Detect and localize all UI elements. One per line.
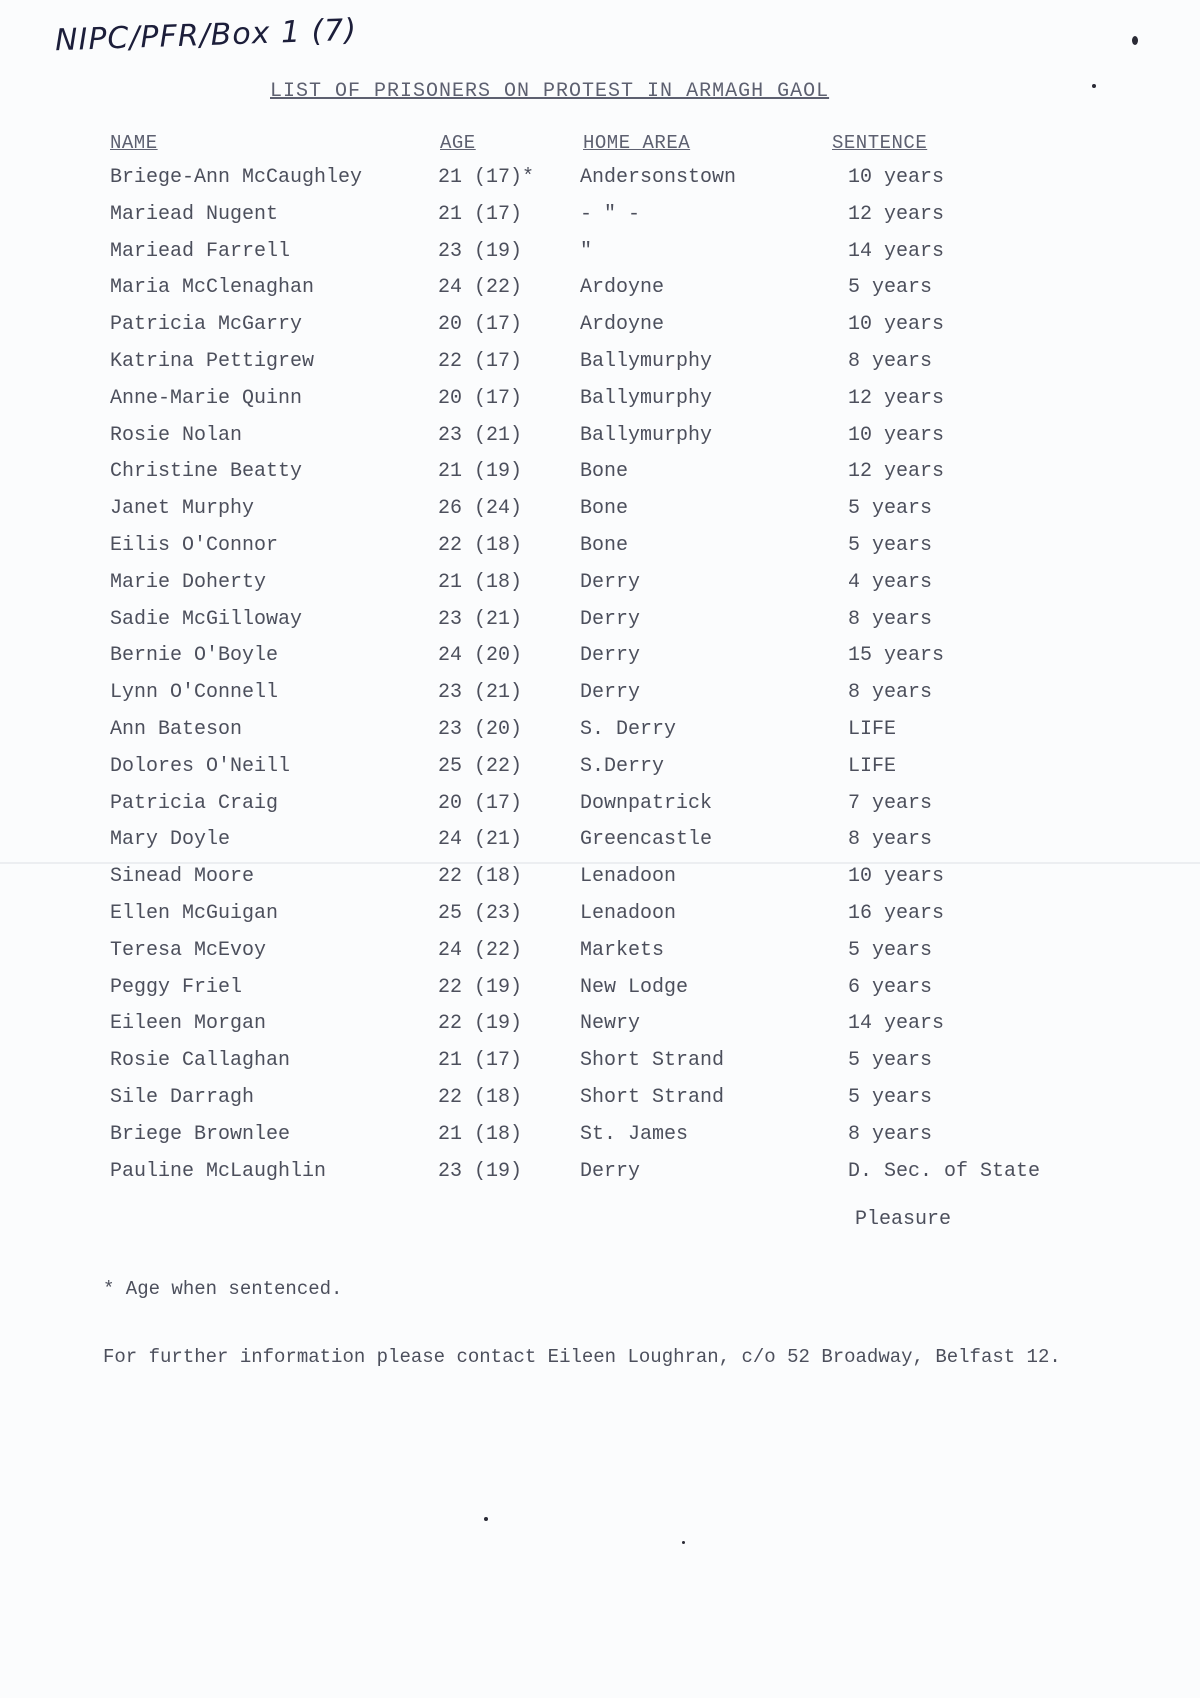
prisoner-name: Briege-Ann McCaughley	[110, 166, 363, 189]
prisoner-age: 24 (22)	[438, 938, 523, 962]
table-row	[0, 608, 1200, 645]
prisoner-age: 23 (20)	[438, 717, 523, 741]
prisoner-sentence: 5 years	[848, 1085, 933, 1109]
prisoner-home-area: - " -	[580, 202, 641, 226]
prisoner-name: Eilis O'Connor	[110, 533, 279, 557]
table-row	[0, 865, 1200, 902]
prisoner-name: Dolores O'Neill	[110, 754, 291, 778]
header-age: AGE	[440, 132, 476, 154]
document-title: LIST OF PRISONERS ON PROTEST IN ARMAGH GAOL	[270, 80, 830, 103]
prisoner-name: Lynn O'Connell	[110, 681, 279, 705]
prisoner-name: Bernie O'Boyle	[110, 644, 279, 668]
table-row	[0, 571, 1200, 608]
ink-speck	[682, 1541, 685, 1544]
prisoner-sentence: 16 years	[848, 901, 945, 925]
prisoner-age: 21 (17)	[438, 1049, 523, 1073]
prisoner-sentence: 8 years	[848, 349, 933, 373]
prisoner-home-area: Bone	[580, 497, 629, 521]
sentence-continuation: Pleasure	[855, 1208, 952, 1231]
prisoner-name: Rosie Nolan	[110, 423, 243, 447]
table-row	[0, 276, 1200, 313]
prisoner-sentence: 8 years	[848, 607, 933, 631]
prisoner-sentence: D. Sec. of State	[848, 1159, 1041, 1183]
table-row	[0, 792, 1200, 829]
prisoner-home-area: Newry	[580, 1012, 641, 1036]
prisoner-age: 22 (18)	[438, 1085, 523, 1109]
table-row	[0, 681, 1200, 718]
prisoner-list	[0, 166, 1200, 1196]
prisoner-name: Eileen Morgan	[110, 1012, 267, 1036]
table-row	[0, 497, 1200, 534]
prisoner-home-area: S.Derry	[580, 754, 665, 778]
table-row	[0, 313, 1200, 350]
prisoner-name: Patricia Craig	[110, 791, 279, 815]
prisoner-sentence: LIFE	[848, 754, 897, 778]
ink-speck	[484, 1517, 488, 1521]
prisoner-home-area: Ballymurphy	[580, 349, 713, 373]
prisoner-sentence: 7 years	[848, 791, 933, 815]
prisoner-name: Pauline McLaughlin	[110, 1159, 327, 1183]
prisoner-home-area: Ballymurphy	[580, 423, 713, 447]
prisoner-age: 25 (23)	[438, 901, 523, 925]
prisoner-age: 21 (18)	[438, 1122, 523, 1146]
prisoner-age: 23 (19)	[438, 239, 523, 263]
header-name: NAME	[110, 132, 158, 154]
prisoner-name: Mariead Nugent	[110, 202, 279, 226]
prisoner-home-area: Greencastle	[580, 828, 713, 852]
prisoner-name: Janet Murphy	[110, 497, 255, 521]
prisoner-sentence: 14 years	[848, 1012, 945, 1036]
prisoner-age: 22 (19)	[438, 1012, 523, 1036]
table-row	[0, 644, 1200, 681]
table-row	[0, 1123, 1200, 1160]
table-row	[0, 460, 1200, 497]
prisoner-home-area: New Lodge	[580, 975, 689, 999]
table-row	[0, 939, 1200, 976]
table-row	[0, 387, 1200, 424]
prisoner-name: Christine Beatty	[110, 460, 303, 484]
prisoner-sentence: 5 years	[848, 533, 933, 557]
table-row	[0, 828, 1200, 865]
prisoner-name: Ellen McGuigan	[110, 901, 279, 925]
prisoner-sentence: 14 years	[848, 239, 945, 263]
ink-speck	[1092, 84, 1096, 88]
prisoner-sentence: 15 years	[848, 644, 945, 668]
prisoner-name: Teresa McEvoy	[110, 938, 267, 962]
prisoner-age: 22 (18)	[438, 865, 523, 889]
prisoner-age: 24 (21)	[438, 828, 523, 852]
prisoner-sentence: 8 years	[848, 828, 933, 852]
table-row	[0, 534, 1200, 571]
prisoner-name: Sadie McGilloway	[110, 607, 303, 631]
prisoner-sentence: 4 years	[848, 570, 933, 594]
prisoner-name: Sinead Moore	[110, 865, 255, 889]
footnote: * Age when sentenced.	[103, 1278, 343, 1300]
prisoner-sentence: 5 years	[848, 1049, 933, 1073]
prisoner-age: 21 (19)	[438, 460, 523, 484]
prisoner-name: Ann Bateson	[110, 717, 243, 741]
prisoner-home-area: Downpatrick	[580, 791, 713, 815]
prisoner-home-area: Andersonstown	[580, 166, 737, 189]
ink-speck	[1132, 36, 1138, 45]
prisoner-home-area: Derry	[580, 1159, 641, 1183]
prisoner-age: 23 (19)	[438, 1159, 523, 1183]
table-row	[0, 424, 1200, 461]
prisoner-age: 24 (20)	[438, 644, 523, 668]
table-row	[0, 902, 1200, 939]
prisoner-age: 24 (22)	[438, 276, 523, 300]
prisoner-age: 22 (18)	[438, 533, 523, 557]
prisoner-home-area: Bone	[580, 533, 629, 557]
prisoner-home-area: Short Strand	[580, 1085, 725, 1109]
prisoner-sentence: 5 years	[848, 497, 933, 521]
prisoner-home-area: Ballymurphy	[580, 386, 713, 410]
prisoner-age: 22 (19)	[438, 975, 523, 999]
prisoner-name: Anne-Marie Quinn	[110, 386, 303, 410]
table-row	[0, 1086, 1200, 1123]
prisoner-age: 23 (21)	[438, 423, 523, 447]
table-row	[0, 166, 1200, 203]
prisoner-sentence: 10 years	[848, 166, 945, 189]
prisoner-sentence: 12 years	[848, 202, 945, 226]
prisoner-sentence: 10 years	[848, 865, 945, 889]
prisoner-sentence: 5 years	[848, 938, 933, 962]
table-row	[0, 203, 1200, 240]
table-row	[0, 718, 1200, 755]
prisoner-sentence: 6 years	[848, 975, 933, 999]
prisoner-home-area: "	[580, 239, 593, 263]
prisoner-age: 21 (17)	[438, 202, 523, 226]
prisoner-age: 25 (22)	[438, 754, 523, 778]
prisoner-name: Patricia McGarry	[110, 313, 303, 337]
prisoner-sentence: 8 years	[848, 1122, 933, 1146]
table-row	[0, 755, 1200, 792]
table-row	[0, 1012, 1200, 1049]
prisoner-name: Maria McClenaghan	[110, 276, 315, 300]
prisoner-age: 26 (24)	[438, 497, 523, 521]
prisoner-age: 23 (21)	[438, 681, 523, 705]
prisoner-name: Mary Doyle	[110, 828, 231, 852]
prisoner-sentence: 5 years	[848, 276, 933, 300]
prisoner-sentence: LIFE	[848, 717, 897, 741]
prisoner-age: 20 (17)	[438, 791, 523, 815]
prisoner-age: 21 (18)	[438, 570, 523, 594]
prisoner-name: Marie Doherty	[110, 570, 267, 594]
prisoner-home-area: Bone	[580, 460, 629, 484]
prisoner-home-area: Ardoyne	[580, 276, 665, 300]
prisoner-home-area: S. Derry	[580, 717, 677, 741]
prisoner-age: 20 (17)	[438, 386, 523, 410]
prisoner-home-area: Derry	[580, 607, 641, 631]
prisoner-home-area: Derry	[580, 570, 641, 594]
prisoner-home-area: Derry	[580, 644, 641, 668]
header-home: HOME AREA	[583, 132, 691, 154]
table-row	[0, 976, 1200, 1013]
prisoner-name: Katrina Pettigrew	[110, 349, 315, 373]
prisoner-sentence: 10 years	[848, 423, 945, 447]
prisoner-name: Mariead Farrell	[110, 239, 291, 263]
header-sentence: SENTENCE	[832, 132, 928, 154]
prisoner-home-area: Ardoyne	[580, 313, 665, 337]
prisoner-age: 22 (17)	[438, 349, 523, 373]
prisoner-home-area: Short Strand	[580, 1049, 725, 1073]
table-row	[0, 1049, 1200, 1086]
prisoner-age: 20 (17)	[438, 313, 523, 337]
handwritten-annotation: NIPC/PFR/Box 1 (7)	[54, 12, 358, 59]
prisoner-home-area: St. James	[580, 1122, 689, 1146]
prisoner-home-area: Derry	[580, 681, 641, 705]
prisoner-name: Peggy Friel	[110, 975, 243, 999]
prisoner-name: Rosie Callaghan	[110, 1049, 291, 1073]
table-row	[0, 350, 1200, 387]
prisoner-name: Briege Brownlee	[110, 1122, 291, 1146]
prisoner-age: 21 (17)*	[438, 166, 535, 189]
prisoner-sentence: 10 years	[848, 313, 945, 337]
prisoner-home-area: Markets	[580, 938, 665, 962]
prisoner-sentence: 8 years	[848, 681, 933, 705]
table-row	[0, 240, 1200, 277]
prisoner-home-area: Lenadoon	[580, 865, 677, 889]
prisoner-sentence: 12 years	[848, 386, 945, 410]
prisoner-home-area: Lenadoon	[580, 901, 677, 925]
prisoner-age: 23 (21)	[438, 607, 523, 631]
table-row	[0, 1160, 1200, 1197]
prisoner-name: Sile Darragh	[110, 1085, 255, 1109]
contact-info: For further information please contact Eileen Loughran, c/o 52 Broadway, Belfast 12.	[103, 1346, 1061, 1368]
prisoner-sentence: 12 years	[848, 460, 945, 484]
